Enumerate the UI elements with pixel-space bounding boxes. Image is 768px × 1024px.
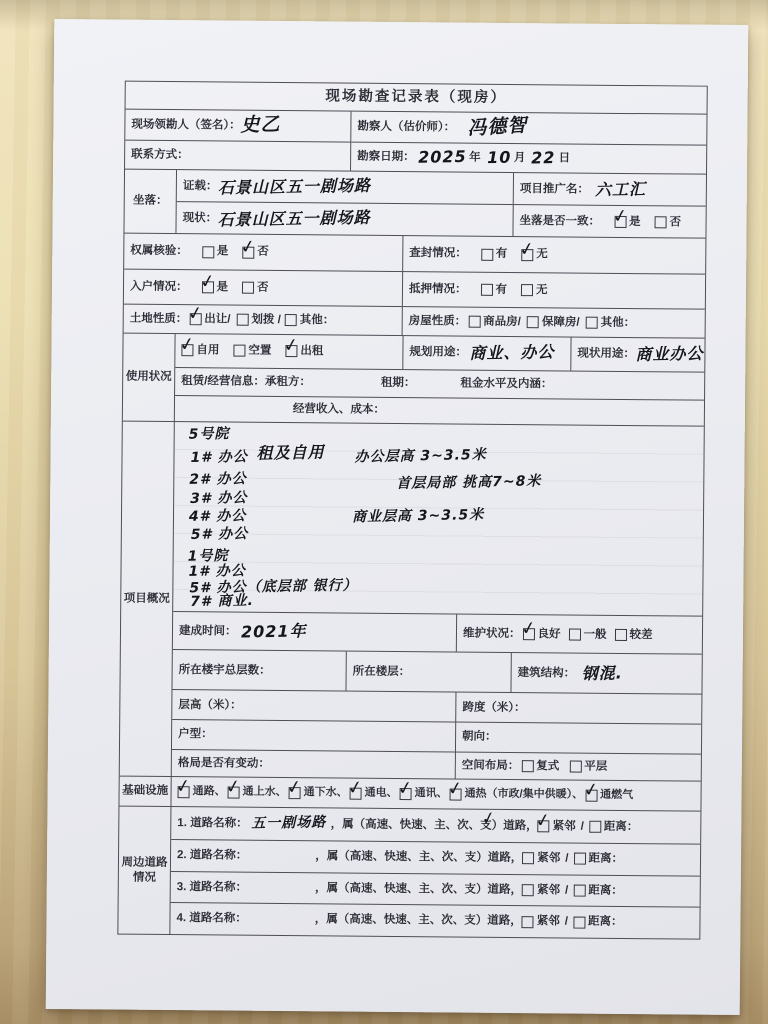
note-office-height: 办公层高 3~3.5米: [354, 447, 487, 466]
road-row-1: [171, 807, 700, 843]
infra-gas-label: 通燃气: [600, 788, 634, 801]
note-line: 7# 商业.: [190, 592, 255, 611]
infra-telecom-label: 通讯、: [414, 786, 448, 800]
road-row-2: [171, 840, 700, 875]
land-grant-label: 出让/: [204, 313, 231, 326]
lease-info-label: 租赁/经营信息：承租方：: [181, 375, 311, 389]
location-cert-label: 证载：: [182, 179, 218, 192]
planned-use-value: 商业、办公: [468, 342, 555, 364]
field-structure: [510, 653, 701, 694]
house-label: 房屋性质：: [408, 314, 467, 328]
maint-poor-checkbox: [614, 629, 626, 641]
consistent-yes-checkbox: [614, 216, 626, 228]
maintenance-label: 维护状况：: [462, 627, 521, 640]
field-appraiser: [350, 112, 706, 145]
roads-section: [169, 807, 700, 939]
road1-adjacent-checkbox: [538, 820, 550, 832]
date-month-value: 10: [486, 147, 512, 168]
consistent-yes-label: 是: [629, 215, 641, 228]
road1-class-branch: 支 ✓: [480, 818, 492, 832]
roads-section-label: 周边道路情况: [121, 856, 168, 884]
floor-label: 所在楼层：: [352, 665, 411, 678]
location-section: [175, 170, 706, 238]
occupancy-self-checkbox: [181, 344, 193, 356]
occupancy-rented-checkbox: [285, 345, 297, 357]
occupancy-vacant-checkbox: [233, 345, 245, 357]
road3-distance-label: 距离：: [588, 884, 623, 897]
road3-class-text: ，属（高速、快速、主、次、: [315, 881, 465, 896]
infra-section: [170, 777, 700, 811]
built-year-label: 建成时间：: [178, 624, 237, 638]
road1-adjacent-label: 紧邻: [552, 820, 576, 833]
mortgage-yes-label: 有: [495, 283, 508, 296]
road2-distance-label: 距离：: [588, 852, 624, 865]
layout-change-label: 格局是否有变动：: [177, 756, 270, 770]
road4-class-tail: ）道路，: [475, 915, 522, 928]
entry-yes-checkbox: [201, 281, 213, 293]
road-row-4: [170, 903, 699, 938]
field-maintenance: [456, 615, 702, 654]
promo-name-label: 项目推广名：: [519, 182, 589, 196]
field-space-layout: [455, 753, 701, 781]
date-year-value: 2025: [417, 146, 467, 167]
field-location-consistent: [512, 205, 705, 237]
rights-no-label: 否: [257, 246, 269, 259]
road1-distance-label: 距离：: [603, 820, 639, 833]
planned-use-label: 规划用途：: [409, 346, 467, 359]
space-layout-label: 空间布局：: [461, 759, 520, 772]
note-line: 1# 办公: [190, 448, 248, 466]
structure-label: 建筑结构：: [517, 666, 576, 680]
infra-road-label: 通路、: [192, 784, 226, 798]
orientation-label: 朝向：: [462, 730, 497, 744]
road2-name-value: [247, 856, 315, 857]
field-house-nature: [402, 307, 705, 338]
seal-yes-checkbox: [481, 248, 493, 260]
road1-class-tail: ）道路，: [491, 819, 538, 832]
rights-no-checkbox: [242, 246, 254, 258]
road2-class-branch: 支: [464, 851, 477, 864]
field-entry-status: [124, 270, 402, 306]
house-other-checkbox: [586, 317, 598, 329]
road1-label: 1. 道路名称：: [177, 816, 248, 830]
site-leader-label: 现场领勘人（签名）：: [131, 118, 241, 132]
road4-label: 4. 道路名称：: [176, 912, 247, 926]
field-layout-change: [172, 750, 455, 778]
location-section-label: 坐落：: [132, 194, 168, 208]
appraiser-label: 勘察人（估价师）：: [357, 120, 456, 134]
entry-no-label: 否: [256, 281, 269, 294]
built-year-value: 2021年: [240, 621, 307, 642]
income-cost-label: 经营收入、成本：: [292, 403, 385, 417]
land-alloc-checkbox: [236, 314, 248, 326]
space-duplex-label: 复式: [536, 760, 560, 773]
project-section: [171, 422, 704, 781]
field-planned-use: [402, 336, 570, 370]
current-use-label: 现状用途：: [577, 347, 635, 361]
road1-distance-checkbox: [589, 821, 601, 833]
unit-type-label: 户型：: [178, 728, 213, 741]
road3-adjacent-checkbox: [522, 884, 534, 896]
note-line: 1# 办公: [188, 562, 246, 580]
consistent-no-checkbox: [655, 216, 667, 228]
mortgage-yes-checkbox: [480, 284, 492, 296]
seal-label: 查封情况：: [409, 247, 467, 260]
space-flat-checkbox: [569, 761, 581, 773]
road2-class-text: ，属（高速、快速、主、次、: [315, 850, 465, 864]
note-rent-self-use: 租及自用: [256, 442, 325, 463]
note-line: 5# 办公（底层部 银行）: [189, 577, 358, 597]
field-contact: [125, 141, 350, 171]
road-row-3: [171, 872, 700, 907]
note-line: 5# 办公: [190, 525, 249, 543]
road4-adjacent-label: 紧邻: [536, 915, 560, 928]
field-site-leader: [125, 110, 350, 142]
road4-slash: /: [564, 915, 569, 928]
location-current-value: 石景山区五一剧场路: [216, 207, 371, 230]
survey-date-label: 勘察日期：: [357, 150, 415, 163]
infra-road-checkbox: [178, 786, 190, 798]
seal-no-label: 无: [536, 248, 548, 261]
field-seal-status: [402, 236, 705, 274]
date-day-unit: 日: [558, 152, 571, 165]
mortgage-no-label: 无: [535, 284, 548, 297]
note-line: 3# 办公: [190, 489, 248, 507]
road2-adjacent-label: 紧邻: [537, 852, 561, 865]
survey-form-table: [117, 81, 707, 940]
road2-adjacent-checkbox: [522, 852, 534, 864]
road3-distance-checkbox: [573, 884, 585, 896]
infra-section-label: 基础设施: [122, 784, 169, 798]
space-duplex-checkbox: [521, 760, 533, 772]
field-infrastructure: [171, 777, 700, 811]
maint-good-label: 良好: [537, 627, 561, 641]
seal-no-checkbox: [521, 249, 533, 261]
occupancy-self-label: 自用: [196, 344, 220, 357]
total-floors-label: 所在楼宇总层数：: [178, 663, 271, 677]
form-title: 现场勘查记录表（现房）: [325, 88, 507, 107]
current-use-value: 商业办公: [634, 344, 704, 365]
note-line: 2# 办公: [189, 470, 247, 488]
span-label: 跨度（米）：: [462, 701, 526, 714]
note-retail-height: 商业层高 3~3.5米: [351, 507, 485, 526]
field-current-use: [570, 338, 704, 372]
structure-value: 钢混.: [580, 663, 623, 683]
road3-label: 3. 道路名称：: [176, 880, 248, 894]
infra-sewer-label: 通下水、: [303, 785, 348, 799]
entry-label: 入户情况：: [129, 280, 188, 293]
road4-class-text: ，属（高速、快速、主、次、: [314, 913, 465, 928]
field-built-year: [173, 613, 456, 652]
road4-distance-label: 距离：: [587, 916, 623, 929]
lease-term-label: 租期：: [380, 377, 416, 390]
house-commodity-label: 商品房/: [483, 315, 521, 328]
field-orientation: [455, 723, 701, 754]
infra-power-checkbox: [350, 787, 362, 799]
road2-label: 2. 道路名称：: [176, 849, 248, 862]
road2-class-tail: ）道路，: [476, 851, 523, 865]
date-day-value: 22: [531, 148, 556, 168]
project-section-label: 项目概况: [123, 592, 170, 605]
road2-distance-checkbox: [573, 853, 585, 865]
field-floor: [345, 652, 510, 692]
contact-label: 联系方式：: [131, 148, 189, 161]
entry-no-checkbox: [242, 282, 254, 294]
maint-avg-checkbox: [568, 628, 580, 640]
paper-sheet: [46, 19, 749, 1015]
infra-water-checkbox: [228, 786, 240, 798]
house-commodity-checkbox: [468, 316, 480, 328]
road4-name-value: [247, 919, 315, 920]
road3-class-branch: 支: [464, 883, 477, 896]
field-occupancy: [175, 334, 402, 369]
maint-avg-label: 一般: [583, 628, 607, 641]
house-secured-label: 保障房/: [541, 316, 580, 329]
occupancy-vacant-label: 空置: [248, 344, 272, 358]
field-rights-check: [124, 234, 402, 271]
road3-class-tail: ）道路，: [475, 883, 523, 896]
location-current-label: 现状：: [182, 211, 218, 224]
entry-yes-label: 是: [216, 281, 229, 294]
infra-sewer-checkbox: [289, 787, 301, 799]
field-location-cert: [177, 170, 513, 204]
date-year-unit: 年: [469, 151, 481, 164]
field-unit-type: [172, 720, 455, 751]
consistent-no-label: 否: [669, 215, 682, 229]
field-survey-date: [350, 143, 706, 174]
house-secured-checkbox: [527, 316, 539, 328]
usage-section: [174, 334, 705, 426]
usage-section-label: 使用状况: [125, 370, 172, 384]
road1-slash: /: [580, 820, 584, 833]
field-location-current: [176, 203, 512, 236]
lease-rent-label: 租金水平及内涵：: [460, 377, 553, 391]
road3-name-value: [247, 888, 315, 889]
infra-telecom-checkbox: [400, 788, 412, 800]
rights-yes-label: 是: [216, 245, 229, 258]
note-first-floor-height: 首层局部 挑高7~8米: [396, 473, 542, 492]
note-line: 4# 办公: [188, 507, 247, 525]
location-consistent-label: 坐落是否一致：: [519, 214, 601, 228]
land-alloc-label: 划拨 /: [251, 313, 281, 326]
rights-yes-checkbox: [202, 246, 214, 258]
infra-heat-label: 通热（市政/集中供暖）、: [464, 787, 584, 801]
road1-class-text: ，属（高速、快速、主、次、: [330, 818, 481, 832]
seal-yes-label: 有: [495, 248, 508, 261]
promo-name-value: 六工汇: [594, 179, 647, 200]
date-month-unit: 月: [513, 151, 526, 164]
site-leader-signature: 史乙: [240, 113, 281, 137]
note-line: 5号院: [188, 426, 230, 443]
road3-adjacent-label: 紧邻: [536, 883, 561, 897]
land-other-label: 其他：: [299, 313, 335, 327]
road4-adjacent-checkbox: [522, 916, 534, 928]
infra-water-label: 通上水、: [242, 785, 287, 798]
road4-class-branch: 支: [464, 915, 476, 928]
infra-heat-checkbox: [450, 788, 462, 800]
maint-good-checkbox: [522, 628, 534, 640]
mortgage-no-checkbox: [521, 284, 533, 296]
space-flat-label: 平层: [584, 760, 608, 773]
road1-name-value: 五一剧场路: [251, 814, 327, 832]
field-promo-name: [513, 173, 706, 206]
maint-poor-label: 较差: [629, 628, 653, 641]
appraiser-signature: 冯德智: [466, 114, 528, 140]
field-mortgage-status: [402, 272, 705, 309]
project-notes-area: [173, 422, 704, 616]
house-other-label: 其他：: [600, 316, 636, 329]
note-line: 1号院: [187, 547, 229, 565]
infra-gas-checkbox: [585, 789, 597, 801]
land-label: 土地性质：: [129, 312, 188, 325]
field-income-cost: [175, 396, 704, 425]
road2-slash: /: [565, 852, 569, 865]
mortgage-label: 抵押情况：: [408, 282, 467, 296]
field-total-floors: [172, 650, 345, 690]
occupancy-rented-label: 出租: [300, 345, 324, 358]
field-ceiling-height: [172, 690, 455, 721]
ceiling-height-label: 层高（米）：: [178, 698, 242, 712]
rights-label: 权属核验：: [130, 244, 188, 258]
infra-power-label: 通电、: [364, 786, 398, 799]
road3-slash: /: [564, 884, 569, 897]
location-cert-value: 石景山区五一剧场路: [217, 175, 371, 198]
land-grant-checkbox: [189, 313, 201, 325]
field-land-nature: [124, 305, 402, 335]
road4-distance-checkbox: [573, 916, 585, 928]
land-other-checkbox: [285, 314, 297, 326]
field-span: [455, 693, 701, 724]
